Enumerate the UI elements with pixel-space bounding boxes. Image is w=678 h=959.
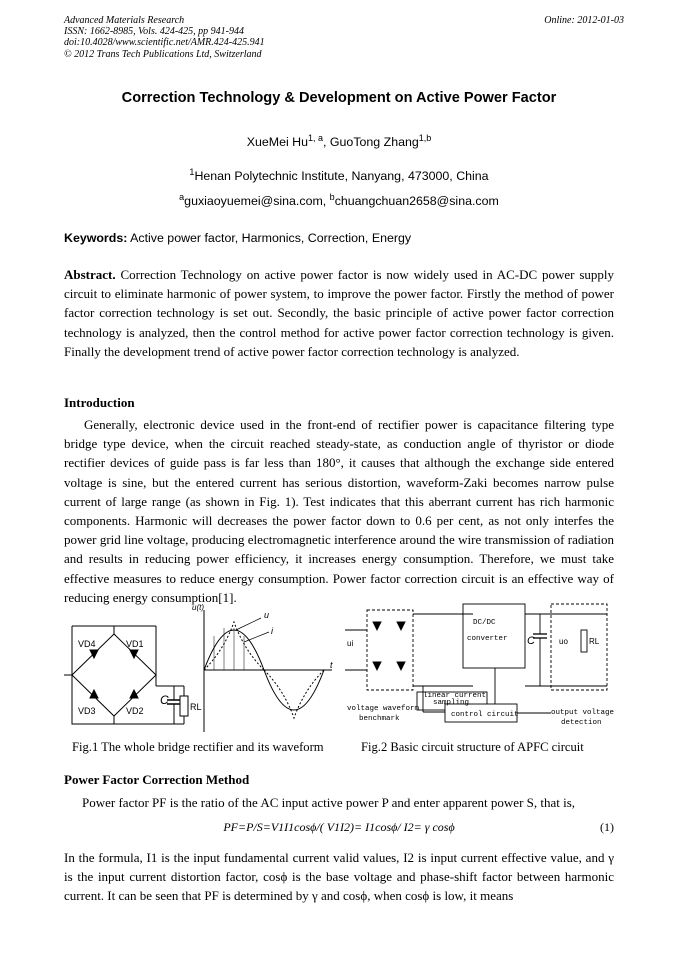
i-label: i (271, 626, 273, 636)
fig1-caption: Fig.1 The whole bridge rectifier and its waveform (72, 740, 324, 754)
fig2-rl-label: RL (589, 637, 600, 646)
pfc-heading: Power Factor Correction Method (64, 772, 250, 787)
abstract (64, 265, 614, 361)
u-label: u (264, 610, 270, 620)
affiliation (40, 167, 638, 183)
current-pulse-2 (264, 670, 324, 718)
vd4-label: VD4 (78, 639, 96, 649)
affiliation-sup: 1 (189, 167, 195, 177)
author-1-sup: 1, a (308, 133, 324, 143)
abstract-label: Abstract. (64, 267, 116, 282)
formula-1-number: (1) (600, 820, 614, 834)
paper-title: Correction Technology & Development on Active Power Factor (121, 90, 557, 106)
keywords-text: Active power factor, Harmonics, Correction, Energy (127, 231, 412, 245)
email-b-sup: b (329, 192, 335, 202)
dcdc-label: DC/DC (473, 619, 496, 627)
keywords-label: Keywords: (64, 231, 128, 245)
formula-1: PF=P/S=V1I1cosϕ/( V1I2)= I1cosϕ/ I2= γ cosϕ (223, 820, 455, 834)
pfc-intro: Power factor PF is the ratio of the AC input active power P and enter apparent power S, that is, (82, 795, 576, 810)
t-label: t (330, 660, 333, 670)
journal-header (64, 15, 624, 60)
ut-label: u(t) (192, 603, 204, 612)
copyright-line: © 2012 Trans Tech Publications Ltd, Switzerland (64, 48, 262, 60)
benchmark-label: benchmark (359, 715, 400, 723)
voltage-waveform-label: voltage waveform (347, 705, 420, 713)
detection-label: detection (561, 719, 602, 727)
intro-heading: Introduction (64, 395, 135, 410)
output-load-box (551, 604, 607, 690)
author-2-sup: 1,b (418, 133, 432, 143)
output-voltage-label: output voltage (551, 709, 615, 717)
emails (40, 192, 638, 208)
email-b: chuangchuan2658@sina.com (334, 194, 499, 209)
vd2-label: VD2 (126, 706, 144, 716)
figure-1 (64, 600, 344, 735)
rl-label: RL (190, 702, 202, 712)
keywords (64, 229, 614, 248)
intro-text: Generally, electronic device used in the front-end of rectifier power is capacitance filtering type bridge type device, when the circuit reached steady-state, as conduction angle of thyristor or diode rectifier devices of guide pass is far less than 180°, it causes that although the exchange side entered voltage is sine, but the entered current has serious distortion, waveform-Zaki becomes narrow pulse current of large range (as shown in Fig. 1). Test indicates that this aberrant current has rich harmonic components. Harmonic will decreases the power factor down to 0.6 per cent, as not only interfes the power grid line voltage, producing electromagnetic interference around the wire transmission of radiation and results in reducing power efficiency, it increases energy consumption. Therefore, we must take effective measures to reduce energy consumption. Power factor correction circuit is an effective way of reducing energy consumption[1]. (64, 417, 614, 605)
journal-name: Advanced Materials Research (64, 15, 185, 26)
email-a: guxiaoyuemei@sina.com, (184, 194, 330, 209)
converter-label: converter (467, 635, 508, 643)
issn-line: ISSN: 1662-8985, Vols. 424-425, pp 941-944 (64, 26, 244, 38)
fig2-caption: Fig.2 Basic circuit structure of APFC circuit (361, 740, 584, 754)
uo-label: uo (559, 637, 568, 646)
fig2-c-label: C (527, 635, 535, 647)
abstract-text: Correction Technology on active power factor is now widely used in AC-DC power supply circuit to eliminate harmonic of power system, to improve the power factor. Firstly the method of power factor correction technology is set out. Secondly, the basic principle of active power factor correction technology is analyzed, then the control method for active power factor correction technology is given. Finally the development trend of active power factor correction technology is analyzed. (64, 267, 614, 359)
vd1-label: VD1 (126, 639, 144, 649)
c-label: C (160, 693, 169, 707)
email-a-sup: a (179, 192, 185, 202)
author-sep: , (323, 135, 330, 150)
control-circuit-label: control circuit (451, 711, 519, 719)
vd3-label: VD3 (78, 706, 96, 716)
load-resistor (180, 696, 188, 716)
author-2: GuoTong Zhang (329, 135, 419, 150)
author-1: XueMei Hu (246, 135, 308, 150)
online-date: Online: 2012-01-03 (544, 15, 624, 26)
ui-label: ui (347, 639, 354, 648)
sampling-label: sampling (433, 699, 470, 707)
doi-line: doi:10.4028/www.scientific.net/AMR.424-425.941 (64, 37, 265, 49)
author-line (40, 133, 638, 149)
linear-current-label: linear current (423, 692, 487, 700)
pfc-explain: In the formula, I1 is the input fundamental current valid values, I2 is input current effective value, and γ is the input current distortion factor, cosϕ is the base voltage and phase-shift factor between harmonic current. It can be seen that PF is determined by γ and cosϕ, when cosϕ is low, it means (64, 850, 614, 904)
affiliation-text: Henan Polytechnic Institute, Nanyang, 473000, China (194, 169, 489, 184)
figure-2 (345, 600, 615, 735)
